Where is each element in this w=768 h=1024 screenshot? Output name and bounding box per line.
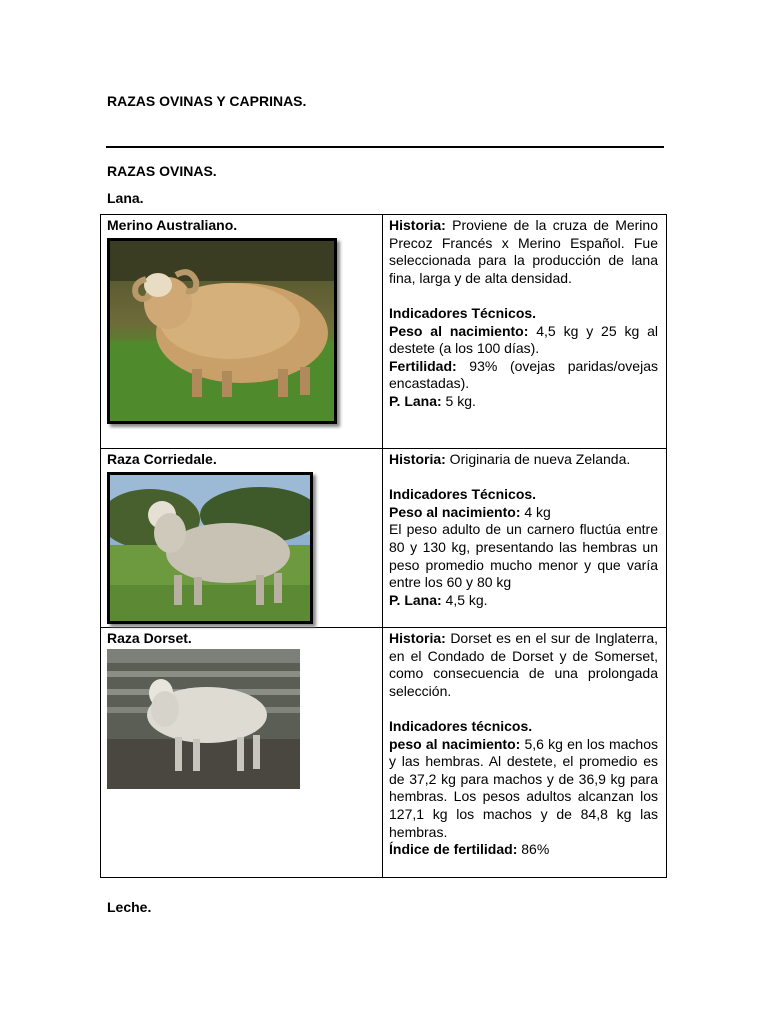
peso-label: peso al nacimiento: <box>389 735 521 752</box>
indicadores-heading: Indicadores Técnicos. <box>389 304 537 321</box>
merino-sheep-photo <box>107 238 337 424</box>
breed-info-cell <box>383 628 667 878</box>
peso-text: 5,6 kg en los machos y las hembras. Al destete, el promedio es de 37,2 kg para machos y de 36,9 kg para hembras. Los pesos adultos alcanzan los 127,1 kg los machos y de 84,8 kg las hembras. <box>389 735 659 840</box>
breed-image-cell <box>101 449 383 628</box>
table-row <box>101 215 667 449</box>
peso-label: Peso al nacimiento: <box>389 322 529 339</box>
peso-adulto-text: El peso adulto de un carnero fluctúa entre 80 y 130 kg, presentando las hembras un peso promedio mucho menor y que varía entre los 60 y 80 kg <box>389 521 658 591</box>
peso-text: 4 kg <box>520 503 551 520</box>
fertilidad-label: Fertilidad: <box>389 357 457 374</box>
lana-text: 5 kg. <box>441 392 476 409</box>
breed-name: Raza Dorset. <box>107 630 192 646</box>
breed-name: Raza Corriedale. <box>107 451 217 467</box>
fertilidad-label: Índice de fertilidad: <box>389 841 518 858</box>
lana-label: P. Lana: <box>389 591 442 608</box>
dorset-sheep-photo <box>107 649 300 789</box>
historia-label: Historia: <box>389 217 446 233</box>
fertilidad-text: 93% (ovejas paridas/ovejas encastadas). <box>389 357 658 392</box>
subsection-heading: Lana. <box>107 190 144 206</box>
historia-text: Proviene de la cruza de Merino Precoz Francés x Merino Español. Fue seleccionada para la producción de lana fina, larga y de alta densidad. <box>389 217 658 286</box>
section-heading: RAZAS OVINAS. <box>107 163 217 179</box>
peso-label: Peso al nacimiento: <box>389 503 521 520</box>
breed-image-cell <box>101 215 383 449</box>
historia-label: Historia: <box>389 630 446 646</box>
horizontal-rule <box>106 146 664 148</box>
lana-label: P. Lana: <box>389 392 442 409</box>
document-title: RAZAS OVINAS Y CAPRINAS. <box>107 93 307 109</box>
breed-name: Merino Australiano. <box>107 217 238 233</box>
indicadores-heading: Indicadores Técnicos. <box>389 486 537 503</box>
table-row <box>101 449 667 628</box>
fertilidad-text: 86% <box>517 841 550 858</box>
table-row <box>101 628 667 878</box>
lana-text: 4,5 kg. <box>441 591 488 608</box>
breed-image-cell <box>101 628 383 878</box>
indicadores-heading: Indicadores técnicos. <box>389 717 533 734</box>
breeds-table <box>100 214 667 878</box>
footer-heading: Leche. <box>107 899 152 915</box>
historia-text: Dorset es en el sur de Inglaterra, en el Condado de Dorset y de Somerset, como consecuencia de una prolongada selección. <box>389 630 658 699</box>
peso-text: 4,5 kg y 25 kg al destete (a los 100 días). <box>389 322 659 357</box>
breed-info-cell <box>383 449 667 628</box>
breed-info-cell <box>383 215 667 449</box>
corriedale-sheep-photo <box>107 472 313 624</box>
historia-label: Historia: <box>389 451 446 467</box>
historia-text: Originaria de nueva Zelanda. <box>445 451 631 467</box>
